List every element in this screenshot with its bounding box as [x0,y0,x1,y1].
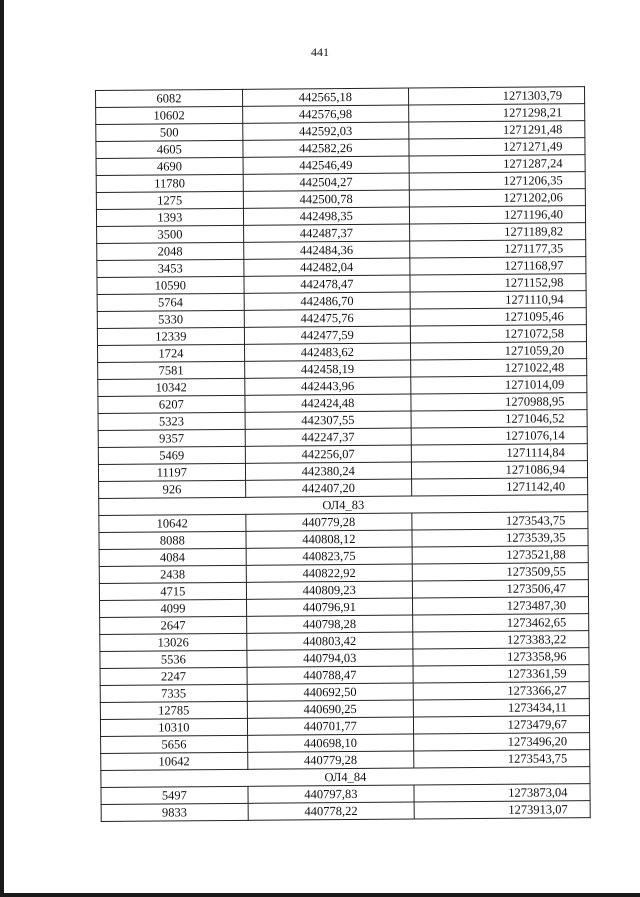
x-coordinate-cell: 440796,91 [246,598,412,616]
x-coordinate-cell: 442592,03 [242,122,408,140]
point-number-cell: 10602 [96,106,243,124]
point-number-cell: 8088 [99,531,246,549]
y-coordinate-cell: 1273543,75 [412,512,588,530]
x-coordinate-cell: 442565,18 [242,88,408,106]
point-number-cell: 5497 [101,786,248,804]
y-coordinate-cell: 1271152,98 [410,274,586,292]
x-coordinate-cell: 442443,96 [244,377,410,395]
point-number-cell: 5330 [97,310,244,328]
y-coordinate-cell: 1273462,65 [413,614,589,632]
x-coordinate-cell: 442483,62 [244,343,410,361]
point-number-cell: 1275 [96,191,243,209]
x-coordinate-cell: 442475,76 [244,309,410,327]
point-number-cell: 926 [99,480,246,498]
coordinates-table-body [96,87,591,822]
x-coordinate-cell: 442256,07 [245,445,411,463]
x-coordinate-cell: 442247,37 [245,428,411,446]
page-number: 441 [311,45,329,59]
y-coordinate-cell: 1273487,30 [412,597,588,615]
y-coordinate-cell: 1271206,35 [409,172,585,190]
scan-edge-bottom [0,893,640,897]
x-coordinate-cell: 442458,19 [244,360,410,378]
y-coordinate-cell: 1271095,46 [410,308,586,326]
y-coordinate-cell: 1271086,94 [411,461,587,479]
y-coordinate-cell: 1271177,35 [410,240,586,258]
point-number-cell: 500 [96,123,243,141]
point-number-cell: 3500 [97,225,244,243]
point-number-cell: 10642 [99,514,246,532]
y-coordinate-cell: 1273873,04 [414,784,590,802]
x-coordinate-cell: 442484,36 [243,241,409,259]
y-coordinate-cell: 1271287,24 [409,155,585,173]
point-number-cell: 2438 [99,565,246,583]
y-coordinate-cell: 1273539,35 [412,529,588,547]
x-coordinate-cell: 440803,42 [246,632,412,650]
y-coordinate-cell: 1273521,88 [412,546,588,564]
y-coordinate-cell: 1271046,52 [411,410,587,428]
point-number-cell: 1724 [98,344,245,362]
y-coordinate-cell: 1271196,40 [409,206,585,224]
y-coordinate-cell: 1271059,20 [410,342,586,360]
x-coordinate-cell: 440692,50 [247,683,413,701]
point-number-cell: 10642 [101,752,248,770]
point-number-cell: 5656 [101,735,248,753]
point-number-cell: 10590 [97,276,244,294]
x-coordinate-cell: 442478,47 [244,275,410,293]
x-coordinate-cell: 442576,98 [242,105,408,123]
x-coordinate-cell: 442380,24 [245,462,411,480]
x-coordinate-cell: 440690,25 [247,700,413,718]
y-coordinate-cell: 1271142,40 [412,478,588,496]
y-coordinate-cell: 1271168,97 [410,257,586,275]
point-number-cell: 9833 [101,803,248,821]
x-coordinate-cell: 442486,70 [244,292,410,310]
x-coordinate-cell: 440797,83 [248,785,414,803]
point-number-cell: 3453 [97,259,244,277]
point-number-cell: 13026 [100,633,247,651]
point-number-cell: 4084 [99,548,246,566]
x-coordinate-cell: 442407,20 [245,479,411,497]
x-coordinate-cell: 442546,49 [243,156,409,174]
y-coordinate-cell: 1271189,82 [409,223,585,241]
point-number-cell: 5764 [97,293,244,311]
y-coordinate-cell: 1271291,48 [409,121,585,139]
y-coordinate-cell: 1273913,07 [414,801,590,819]
point-number-cell: 2247 [100,667,247,685]
x-coordinate-cell: 442504,27 [243,173,409,191]
point-number-cell: 12785 [100,701,247,719]
x-coordinate-cell: 440698,10 [247,734,413,752]
point-number-cell: 1393 [96,208,243,226]
point-number-cell: 4690 [96,157,243,175]
point-number-cell: 5323 [98,412,245,430]
x-coordinate-cell: 442482,04 [244,258,410,276]
y-coordinate-cell: 1273479,67 [413,716,589,734]
point-number-cell: 6082 [96,89,243,107]
point-number-cell: 10342 [98,378,245,396]
point-number-cell: 10310 [100,718,247,736]
y-coordinate-cell: 1273434,11 [413,699,589,717]
point-number-cell: 11780 [96,174,243,192]
x-coordinate-cell: 440779,28 [246,513,412,531]
point-number-cell: 5536 [100,650,247,668]
y-coordinate-cell: 1273543,75 [414,750,590,768]
y-coordinate-cell: 1271271,49 [409,138,585,156]
x-coordinate-cell: 440701,77 [247,717,413,735]
x-coordinate-cell: 442500,78 [243,190,409,208]
scan-edge-left [0,0,4,897]
x-coordinate-cell: 442477,59 [244,326,410,344]
x-coordinate-cell: 440779,28 [247,751,413,769]
point-number-cell: 5469 [98,446,245,464]
point-number-cell: 2647 [100,616,247,634]
y-coordinate-cell: 1270988,95 [411,393,587,411]
y-coordinate-cell: 1271298,21 [409,104,585,122]
y-coordinate-cell: 1271014,09 [411,376,587,394]
section-title: ОЛ4_84 [101,767,590,788]
point-number-cell: 7581 [98,361,245,379]
point-number-cell: 6207 [98,395,245,413]
table-row [101,801,590,822]
point-number-cell: 7335 [100,684,247,702]
x-coordinate-cell: 442487,37 [243,224,409,242]
x-coordinate-cell: 440822,92 [246,564,412,582]
x-coordinate-cell: 440794,03 [247,649,413,667]
y-coordinate-cell: 1273383,22 [413,631,589,649]
x-coordinate-cell: 442582,26 [243,139,409,157]
y-coordinate-cell: 1271072,58 [410,325,586,343]
y-coordinate-cell: 1271303,79 [408,87,584,105]
y-coordinate-cell: 1271202,06 [409,189,585,207]
x-coordinate-cell: 440823,75 [246,547,412,565]
x-coordinate-cell: 442498,35 [243,207,409,225]
x-coordinate-cell: 442424,48 [245,394,411,412]
point-number-cell: 2048 [97,242,244,260]
y-coordinate-cell: 1273506,47 [412,580,588,598]
point-number-cell: 4715 [99,582,246,600]
point-number-cell: 4605 [96,140,243,158]
y-coordinate-cell: 1271076,14 [411,427,587,445]
point-number-cell: 12339 [97,327,244,345]
y-coordinate-cell: 1271114,84 [411,444,587,462]
point-number-cell: 9357 [98,429,245,447]
point-number-cell: 11197 [98,463,245,481]
coordinates-table [95,86,591,822]
x-coordinate-cell: 440798,28 [246,615,412,633]
y-coordinate-cell: 1273361,59 [413,665,589,683]
x-coordinate-cell: 440808,12 [246,530,412,548]
y-coordinate-cell: 1273496,20 [414,733,590,751]
section-title: ОЛ4_83 [99,495,588,516]
point-number-cell: 4099 [100,599,247,617]
x-coordinate-cell: 440778,22 [248,802,414,820]
y-coordinate-cell: 1271022,48 [411,359,587,377]
coordinate-sheet [95,86,591,822]
y-coordinate-cell: 1271110,94 [410,291,586,309]
x-coordinate-cell: 442307,55 [245,411,411,429]
y-coordinate-cell: 1273366,27 [413,682,589,700]
y-coordinate-cell: 1273358,96 [413,648,589,666]
y-coordinate-cell: 1273509,55 [412,563,588,581]
x-coordinate-cell: 440809,23 [246,581,412,599]
x-coordinate-cell: 440788,47 [247,666,413,684]
